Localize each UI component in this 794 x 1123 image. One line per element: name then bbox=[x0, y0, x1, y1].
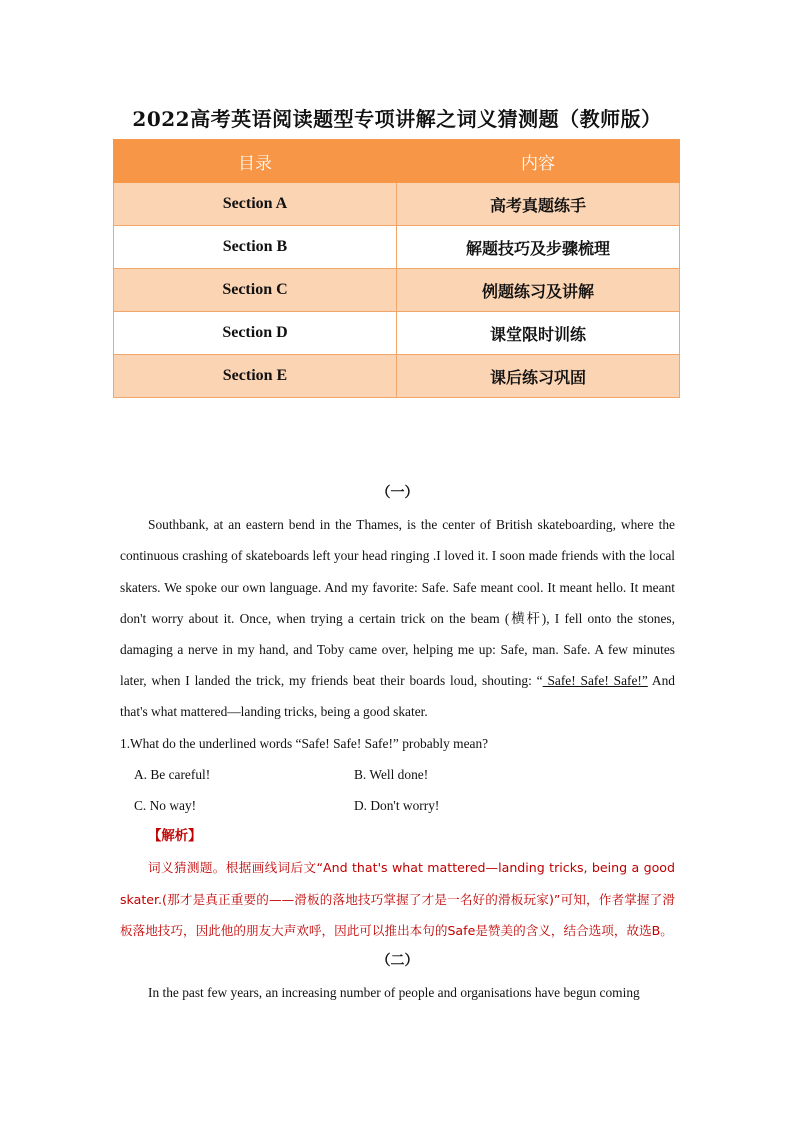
question: 1.What do the underlined words “Safe! Safe! Safe!” probably mean? bbox=[120, 735, 489, 751]
analysis-label: 【解析】 bbox=[148, 829, 202, 845]
toc-section: Section C bbox=[114, 269, 397, 312]
part-label: （一） bbox=[376, 485, 419, 501]
reading-passage: In the past few years, an increasing number of people and organisations have begun coming bbox=[148, 985, 640, 1001]
toc-header-catalog: 目录 bbox=[114, 140, 397, 183]
option-c: C. No way! bbox=[134, 798, 197, 814]
toc-content: 课后练习巩固 bbox=[397, 355, 680, 398]
toc-table bbox=[113, 139, 680, 398]
reading-passage bbox=[120, 509, 675, 727]
toc-content: 例题练习及讲解 bbox=[397, 269, 680, 312]
toc-content: 解题技巧及步骤梳理 bbox=[397, 226, 680, 269]
passage-text: And that's what mattered—landing tricks, being a good skater. bbox=[120, 673, 675, 720]
toc-row bbox=[114, 355, 680, 398]
underlined-words: Safe! Safe! Safe!” bbox=[542, 673, 648, 689]
toc-content: 高考真题练手 bbox=[397, 183, 680, 226]
part-label: （二） bbox=[376, 953, 419, 970]
toc-row bbox=[114, 183, 680, 226]
toc-row bbox=[114, 269, 680, 312]
toc-section: Section E bbox=[114, 355, 397, 398]
toc-header-content: 内容 bbox=[397, 140, 680, 183]
exercise-content bbox=[120, 478, 675, 1008]
toc-content: 课堂限时训练 bbox=[397, 312, 680, 355]
option-a: A. Be careful! bbox=[134, 766, 211, 782]
option-b: B. Well done! bbox=[354, 766, 429, 782]
passage-text: Southbank, at an eastern bend in the Thames, is the center of British skateboarding, where the continuous crashing of skateboards left your head ringing .I loved it. I soon made friends with the local skaters. We spoke our own language. And my favorite: Safe. Safe meant cool. It meant hello. It meant don't worry about it. Once, when trying a certain trick on the beam (横杆), I fell onto the stones, damaging a nerve in my hand, and Toby came over, helping me up: Safe, man. Safe. A few minutes later, when I landed the trick, my friends beat their boards loud, shouting: “ bbox=[120, 517, 675, 689]
toc-section: Section D bbox=[114, 312, 397, 355]
toc-section: Section B bbox=[114, 226, 397, 269]
document-title: 2022高考英语阅读题型专项讲解之词义猜测题（教师版） bbox=[132, 107, 662, 131]
toc-row bbox=[114, 226, 680, 269]
analysis-text: 词义猜测题。根据画线词后文“And that's what mattered—landing tricks, being a good skater.(那才是真正重要的——滑板的落地技巧掌握了才是一名好的滑板玩家)”可知，作者掌握了滑板落地技巧，因此他的朋友大声欢呼，因此可以推出本句的Safe是赞美的含义，结合选项，故选B。 bbox=[120, 860, 675, 938]
toc-section: Section A bbox=[114, 183, 397, 226]
answer-options bbox=[120, 759, 675, 821]
option-d: D. Don't worry! bbox=[354, 798, 440, 814]
toc-header-row bbox=[114, 140, 680, 183]
toc-row bbox=[114, 312, 680, 355]
